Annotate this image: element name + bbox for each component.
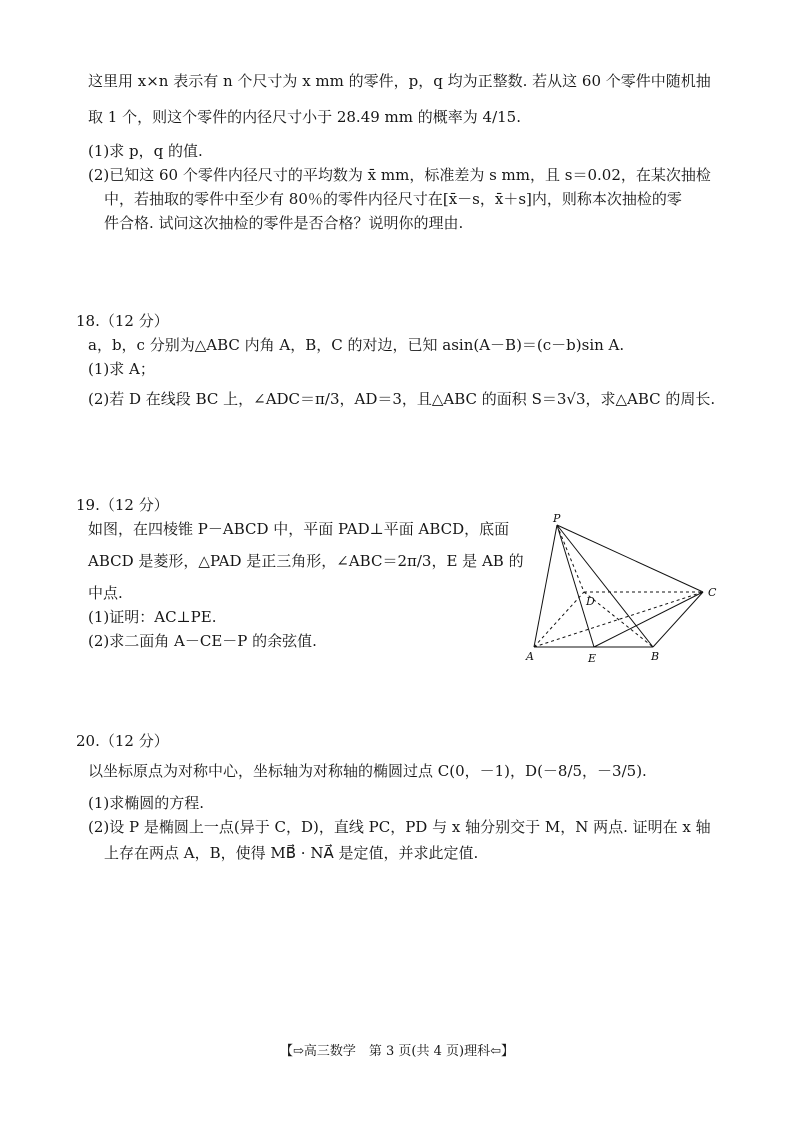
q17-part2-line1: (2)已知这 60 个零件内径尺寸的平均数为 x̄ mm，标准差为 s mm，且 s＝0.02，在某次抽检 bbox=[88, 166, 711, 184]
pyramid-figure bbox=[520, 508, 730, 668]
label-E: E bbox=[588, 652, 597, 665]
q20-statement: 以坐标原点为对称中心，坐标轴为对称轴的椭圆过点 C(0，－1)，D(－8/5，－3/5). bbox=[88, 762, 647, 780]
q19-statement-line1: 如图，在四棱锥 P－ABCD 中，平面 PAD⊥平面 ABCD，底面 bbox=[88, 520, 510, 538]
label-A: A bbox=[526, 650, 534, 663]
q17-part2-line2: 中，若抽取的零件中至少有 80％的零件内径尺寸在[x̄－s，x̄＋s]内，则称本次抽检的零 bbox=[104, 190, 682, 208]
edge-PC bbox=[557, 525, 703, 592]
segment-EC bbox=[594, 592, 703, 647]
q20-heading: 20.（12 分） bbox=[76, 732, 169, 750]
label-B: B bbox=[651, 650, 660, 663]
q19-heading: 19.（12 分） bbox=[76, 496, 169, 514]
q18-statement: a，b，c 分别为△ABC 内角 A，B，C 的对边，已知 asin(A－B)＝(c－b)sin A. bbox=[88, 336, 625, 354]
q17-part2-line3: 件合格. 试问这次抽检的零件是否合格？说明你的理由. bbox=[104, 214, 464, 232]
edge-PE bbox=[557, 525, 594, 647]
q18-part2: (2)若 D 在线段 BC 上，∠ADC＝π/3，AD＝3，且△ABC 的面积 S＝3√3，求△ABC 的周长. bbox=[88, 390, 716, 408]
label-P: P bbox=[553, 512, 561, 525]
q19-statement-line2: ABCD 是菱形，△PAD 是正三角形，∠ABC＝2π/3，E 是 AB 的 bbox=[88, 552, 524, 570]
edge-PB bbox=[557, 525, 653, 647]
q18-heading: 18.（12 分） bbox=[76, 312, 169, 330]
q19-statement-line3: 中点. bbox=[88, 584, 123, 602]
q19-part1: (1)证明：AC⊥PE. bbox=[88, 608, 217, 626]
q20-part2-line2: 上存在两点 A，B，使得 MB⃗ · NA⃗ 是定值，并求此定值. bbox=[104, 844, 479, 862]
label-D: D bbox=[586, 595, 595, 608]
q19-part2: (2)求二面角 A－CE－P 的余弦值. bbox=[88, 632, 317, 650]
q17-text-line1: 这里用 x×n 表示有 n 个尺寸为 x mm 的零件，p，q 均为正整数. 若从这 60 个零件中随机抽 bbox=[88, 72, 711, 90]
q17-part1: (1)求 p，q 的值. bbox=[88, 142, 203, 160]
edge-PA bbox=[534, 525, 557, 647]
q20-part1: (1)求椭圆的方程. bbox=[88, 794, 205, 812]
q17-text-line2: 取 1 个，则这个零件的内径尺寸小于 28.49 mm 的概率为 4/15. bbox=[88, 108, 521, 126]
page-footer: 【⇨高三数学 第 3 页(共 4 页)理科⇦】 bbox=[279, 1044, 514, 1059]
label-C: C bbox=[708, 586, 717, 599]
q18-part1: (1)求 A； bbox=[88, 360, 155, 378]
q20-part2-line1: (2)设 P 是椭圆上一点(异于 C，D)，直线 PC，PD 与 x 轴分别交于 M，N 两点. 证明在 x 轴 bbox=[88, 818, 711, 836]
